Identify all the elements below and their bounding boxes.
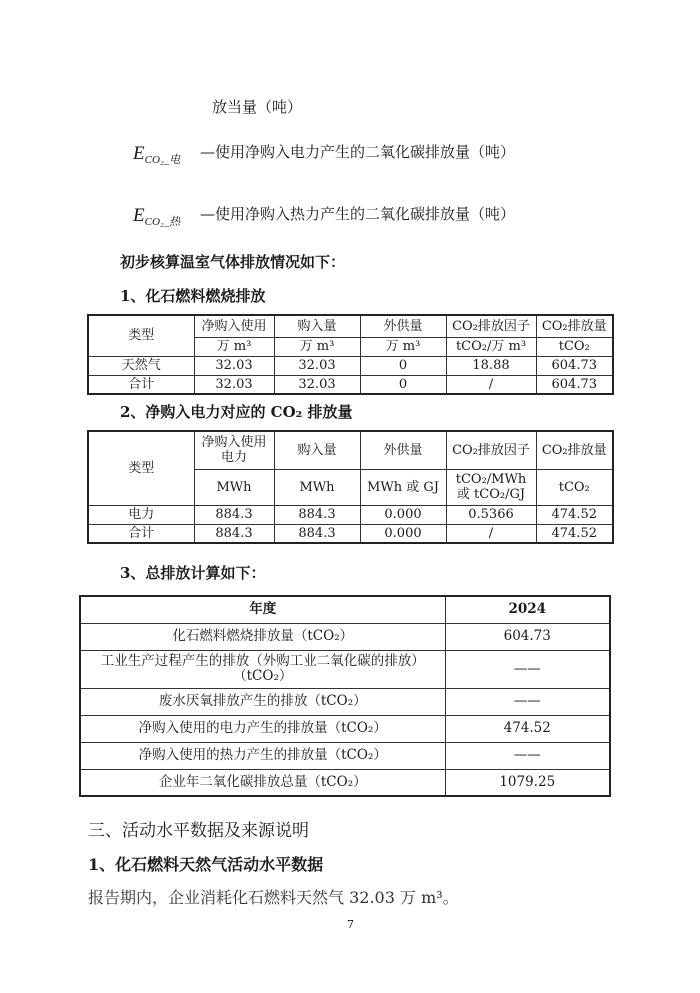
- unit-cell: tCO₂/MWh 或 tCO₂/GJ: [446, 469, 536, 505]
- header-emission: CO₂排放量: [536, 431, 613, 469]
- intro-line: 放当量（吨）: [212, 98, 303, 116]
- row-label: 净购入使用的电力产生的排放量（tCO₂）: [80, 715, 445, 742]
- section3-heading: 3、总排放计算如下：: [120, 564, 266, 582]
- cell: 0.000: [360, 524, 446, 543]
- table-row: [80, 688, 610, 715]
- cell: 884.3: [194, 505, 274, 524]
- table-row: [80, 769, 610, 796]
- cell: 0.5366: [446, 505, 536, 524]
- cell: 32.03: [274, 356, 360, 375]
- e-electric-symbol: $E_{CO_2\_电}$: [133, 143, 181, 166]
- unit-cell: tCO₂: [536, 337, 613, 356]
- header-factor: CO₂排放因子: [446, 315, 536, 337]
- unit-cell: MWh: [274, 469, 360, 505]
- e-electric-description: —使用净购入电力产生的二氧化碳排放量（吨）: [200, 143, 516, 161]
- header-supply: 外供量: [360, 315, 446, 337]
- header-type: 类型: [88, 431, 194, 505]
- page-number: 7: [347, 918, 354, 931]
- header-supply: 外供量: [360, 431, 446, 469]
- cell: 合计: [88, 524, 194, 543]
- header-purchase: 购入量: [274, 431, 360, 469]
- chapter3-heading: 三、活动水平数据及来源说明: [88, 821, 309, 841]
- cell: 884.3: [194, 524, 274, 543]
- table-row: [88, 505, 613, 524]
- table-row: [80, 623, 610, 650]
- e-heat-description: —使用净购入热力产生的二氧化碳排放量（吨）: [200, 205, 516, 223]
- cell: 合计: [88, 375, 194, 394]
- unit-cell: MWh 或 GJ: [360, 469, 446, 505]
- table-row: [80, 650, 610, 688]
- table-row: [88, 356, 613, 375]
- cell: 18.88: [446, 356, 536, 375]
- cell: 604.73: [536, 375, 613, 394]
- chapter3-paragraph: 报告期内，企业消耗化石燃料天然气 32.03 万 m³。: [88, 888, 459, 907]
- summary-heading: 初步核算温室气体排放情况如下：: [120, 253, 346, 271]
- header-2024: 2024: [445, 596, 610, 623]
- chapter3-subheading: 1、化石燃料天然气活动水平数据: [88, 855, 324, 874]
- section1-heading: 1、化石燃料燃烧排放: [120, 287, 266, 305]
- cell: 884.3: [274, 524, 360, 543]
- total-emission-table: [79, 595, 611, 797]
- unit-cell: tCO₂/万 m³: [446, 337, 536, 356]
- unit-cell: tCO₂: [536, 469, 613, 505]
- cell: 32.03: [194, 356, 274, 375]
- table-row: [80, 715, 610, 742]
- row-label: 工业生产过程产生的排放（外购工业二氧化碳的排放）（tCO₂）: [80, 650, 445, 688]
- electricity-table: [87, 430, 614, 544]
- unit-cell: 万 m³: [274, 337, 360, 356]
- cell: 0.000: [360, 505, 446, 524]
- row-value: 604.73: [445, 623, 610, 650]
- unit-cell: 万 m³: [194, 337, 274, 356]
- cell: 0: [360, 356, 446, 375]
- row-value: 474.52: [445, 715, 610, 742]
- cell: /: [446, 524, 536, 543]
- fossil-fuel-table: [87, 314, 614, 395]
- row-value: 1079.25: [445, 769, 610, 796]
- row-label: 企业年二氧化碳排放总量（tCO₂）: [80, 769, 445, 796]
- cell: 天然气: [88, 356, 194, 375]
- row-value: ——: [445, 688, 610, 715]
- cell: 32.03: [194, 375, 274, 394]
- table-row: [88, 524, 613, 543]
- row-label: 化石燃料燃烧排放量（tCO₂）: [80, 623, 445, 650]
- header-factor: CO₂排放因子: [446, 431, 536, 469]
- cell: 884.3: [274, 505, 360, 524]
- row-label: 净购入使用的热力产生的排放量（tCO₂）: [80, 742, 445, 769]
- cell: 32.03: [274, 375, 360, 394]
- cell: 0: [360, 375, 446, 394]
- header-net-use: 净购入使用电力: [194, 431, 274, 469]
- cell: 474.52: [536, 505, 613, 524]
- unit-cell: MWh: [194, 469, 274, 505]
- cell: 474.52: [536, 524, 613, 543]
- row-value: ——: [445, 742, 610, 769]
- row-value: ——: [445, 650, 610, 688]
- cell: 电力: [88, 505, 194, 524]
- header-purchase: 购入量: [274, 315, 360, 337]
- unit-cell: 万 m³: [360, 337, 446, 356]
- header-year: 年度: [80, 596, 445, 623]
- cell: 604.73: [536, 356, 613, 375]
- header-net-use: 净购入使用: [194, 315, 274, 337]
- header-emission: CO₂排放量: [536, 315, 613, 337]
- e-heat-symbol: $E_{CO_2\_热}$: [133, 205, 181, 228]
- cell: /: [446, 375, 536, 394]
- table-row: [88, 375, 613, 394]
- section2-heading: 2、净购入电力对应的 CO₂ 排放量: [120, 403, 353, 421]
- table-row: [80, 742, 610, 769]
- header-type: 类型: [88, 315, 194, 356]
- row-label: 废水厌氧排放产生的排放（tCO₂）: [80, 688, 445, 715]
